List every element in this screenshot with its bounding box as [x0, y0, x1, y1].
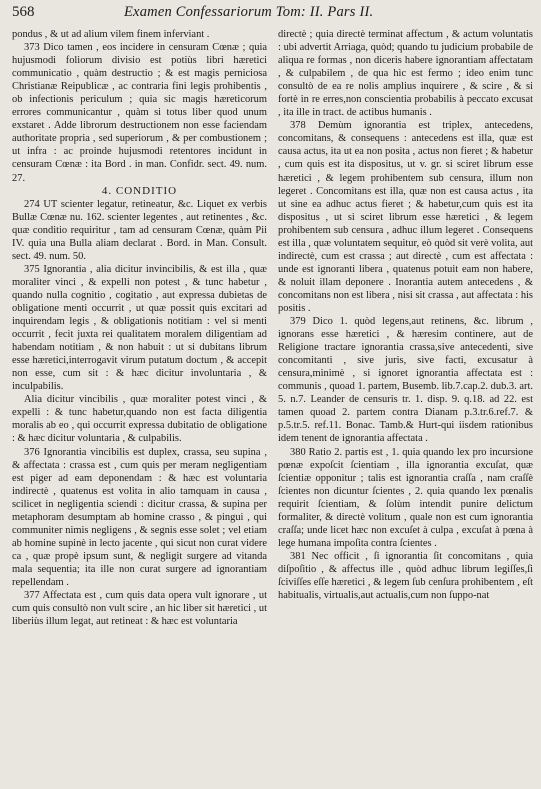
- page-number: 568: [12, 4, 35, 20]
- paragraph: 379 Dico 1. quòd legens,aut retinens, &c. librum , ignorans esse hæretici , & hæresim continere, aut de Religione tractare ignorantia crassa,sive antecedenti, sive concomitanti , sive juris, sive facti, excusatur à censura,minimè , si ignoret ignorantia affectata est : communis , quoad 1. partem, Busemb. lib.7.cap.2. dub.3. art. 5. n.7. Leander de censuris tr. 1. disp. 9. q.18. ad 22. est tamen quoad 2. partem contra Dianam p.3.tr.6.ref.7. & p.5.tr.5. ref.11. Bonac. Tamb.& Hurt-qui iisdem rationibus idem tenent de ignorantia affectata .: [278, 316, 533, 445]
- paragraph: pondus , & ut ad alium vilem finem inferviant .: [12, 29, 210, 40]
- paragraph: 274 UT scienter legatur, retineatur, &c. Liquet ex verbis Bullæ Cœnæ nu. 162. scienter legentes , aut retinentes , &c. quæ conditio requiritur , tam ad censuram Cœnæ, quàm Pii IV. quia una Bulla aliam declarat . Bord. in Man. Consult. sect. 49. num. 50.: [12, 198, 267, 262]
- paragraph: 375 Ignorantia , alia dicitur invincibilis, & est illa , quæ moraliter vinci , & expelli non potest , & tunc habetur , quando nulla cognitio , cogitatio , aut expressa dubietas de obligatione menti occurrit , ut quæ possit quis excitari ad inquirendam legis , & obligationis notitiam : vel si menti occurrit , fecit juxta rei qualitatem moralem diligentiam ad habendam notitiam , & non habuit : ut si dubitans librum esse hæretici,interrogavit virum putatum doctum , & accepit non esse, cum sit : & hæc dicitur involuntaria , & inculpabilis.: [12, 263, 267, 393]
- left-column: [12, 28, 267, 628]
- paragraph: 376 Ignorantia vincibilis est duplex, crassa, seu supina , & affectata : crassa est , cum quis per meram negligentiam est piger ad eam deponendam : & hæc est voluntaria indirectè , quatenus est volita in alio tamquam in causa , scilicet in negligentia sciendi : dicitur crassa, & supina per metaphoram desumptam ab homine crasso , & pingui , qui communiter nimis negligens , & segnis esse solet ; vel etiam ab homine supinè in lecto jacente , qui sicut non curat videre ca , quæ propè ipsum sunt, & negligit surgere ad vitanda mala sequentia; ita ille non curat surgere ad ignorantiam repellendam .: [12, 446, 267, 588]
- section-heading: 4. CONDITIO: [101, 184, 178, 197]
- paragraph: 377 Affectata est , cum quis data opera vult ignorare , ut cum quis consultò non vult scire , an hic liber sit hæretici , ut liberiùs illum legat, aut retineat : & hæc est voluntaria: [12, 590, 267, 628]
- text-columns: [12, 28, 533, 628]
- running-title: Examen Confessariorum Tom: II. Pars II.: [124, 4, 374, 20]
- right-column: [278, 28, 533, 628]
- page-header: [12, 4, 533, 26]
- paragraph: Alia dicitur vincibilis , quæ moraliter potest vinci , & expelli : & tunc habetur,quando non est facta diligentia moralis ab eo , qui occurrit expressa dubitatio de obligatione : & hæc dicitur voluntaria , & culpabilis.: [12, 394, 267, 445]
- paragraph: 373 Dico tamen , eos incidere in censuram Cœnæ ; quia hujusmodi foliorum divisio est potiùs libri hæretici communicatio , quàm destructio ; & est magis perniciosa Christianæ Reipublicæ , ac contraria fini legis prohibentis , ob infectionis periculum ; quia sic magis hæreticorum errores communicantur , quàm si totus liber quod unum exstaret . Adde librorum destructionem non esse faciendam authoritate propria , sed superiorum , & per combustionem ; ut infra : ac proinde hujusmodi retentores incidunt in censuram Cœnæ : ita Bord . in man. Confidr. sect. 49. num. 27.: [12, 42, 267, 184]
- paragraph: 381 Nec officit , ſi ignorantia ſit concomitans , quia diſpoſitio , & affectus ille , quòd adhuc librum legiſſes,ſi ſciviſſes eſſe hæretici , & legem ſub cenſura prohibentem , eſt habitualis, virtualis,aut actualis,cum non ſuppo-nat: [278, 550, 533, 602]
- paragraph: 380 Ratio 2. partis est , 1. quia quando lex pro incursione pœnæ expoſcit ſcientiam , illa ignorantia excuſat, quæ ſcientiæ opponitur ; talis est ignorantia craſſa , nam craſſè ſcientes non dicuntur ſcientes , 2. quia quando lex pœnalis requirit ſcientiam, & ſolùm intendit punire delictum formaliter, & directè volitum , quale non est cum ignorantia craſſa; unde licet hæc non excuſet à culpa , excuſat à pœna à lege humana impoſita contra ſcientes .: [278, 446, 533, 549]
- paragraph: directè ; quia directè terminat affectum , & actum voluntatis : ubi advertit Arriaga, quòd; quando tu judicium probabile de aliqua re formas , non diceris habere ignorantiam affectatam , & culpabilem , de qua hìc est fermo ; ideo enim tunc consultò de ea re nolis amplius inquirere , & scire , & si fortè in re erres,non conscientia probabilis à peccato excusat , ita ille in tract. de actibus humanis .: [278, 29, 533, 119]
- paragraph: 378 Demùm ignorantia est triplex, antecedens, concomitans, & consequens : antecedens est illa, quæ est causa actus, ita ut ea non posita , actus non fieret ; & habetur , cum quis est ita dispositus, ut v. gr. si sciret librum esse hæretici , & legem prohibentem sub censura, illum non legeret . Concomitans est illa, quæ non est causa actus , ita ut sine ea adhuc actus fieret ; & habetur,cum quis est ita dispositus , ut si sciret librum esse hæretici , & legem prohibentem sub censura , adhuc illum legeret . Consequens est illa , quæ voluntatem sequitur, eò quòd sit verè volita, aut indirectè, cum est crassa ; aut directè , cum est affectata : unde est ignoranti libera , quatenus potuit eam non habere, & noluit illam deponere . Inorantia autem antecedens , & concomitans non est libera , nisi sit crassa , aut affectata : his positis .: [278, 120, 533, 314]
